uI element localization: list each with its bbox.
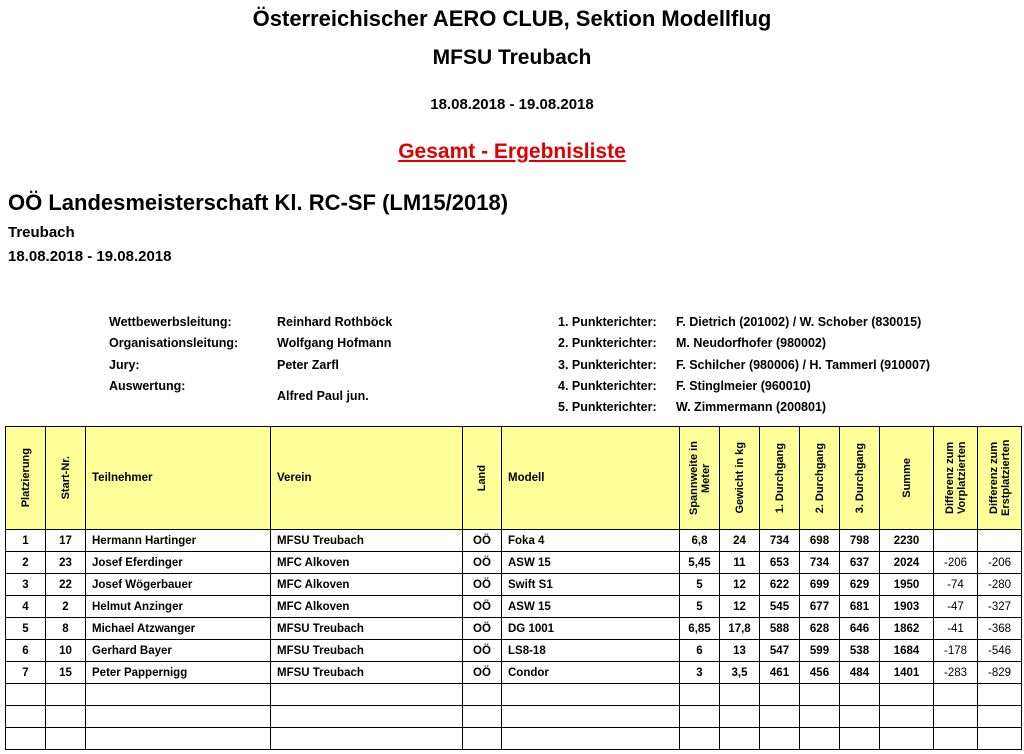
venue-title: MFSU Treubach [432,46,592,69]
cell-teilnehmer: Gerhard Bayer [86,640,271,662]
empty-cell [86,684,271,706]
cell-verein: MFSU Treubach [271,662,463,684]
empty-row [6,728,1022,750]
empty-cell [760,684,800,706]
empty-cell [6,728,46,750]
cell-platz: 7 [6,662,46,684]
empty-cell [760,728,800,750]
cell-durchgang-1: 461 [760,662,800,684]
judge-value: M. Neudorfhofer (980002) [676,336,827,350]
cell-spannweite: 3 [680,662,720,684]
empty-cell [934,728,978,750]
cell-diff-erst: -327 [978,596,1022,618]
table-row [6,618,1022,640]
col-header-modell: Modell [502,427,680,530]
col-header-differenz-erstplatzierten: Differenz zum Erstplatzierten [978,427,1022,530]
cell-durchgang-2: 699 [800,574,840,596]
cell-spannweite: 6,8 [680,530,720,552]
col-header-summe: Summe [880,427,934,530]
cell-modell: LS8-18 [502,640,680,662]
cell-modell: Condor [502,662,680,684]
empty-cell [6,706,46,728]
empty-cell [6,684,46,706]
cell-spannweite: 5 [680,574,720,596]
empty-cell [502,684,680,706]
cell-durchgang-3: 646 [840,618,880,640]
table-row [6,552,1022,574]
cell-teilnehmer: Hermann Hartinger [86,530,271,552]
header-date: 18.08.2018 - 19.08.2018 [430,96,594,113]
cell-durchgang-1: 547 [760,640,800,662]
cell-modell: ASW 15 [502,552,680,574]
table-row [6,574,1022,596]
official-label: Auswertung: [109,379,186,393]
cell-gewicht: 12 [720,596,760,618]
cell-teilnehmer: Peter Pappernigg [86,662,271,684]
empty-cell [934,706,978,728]
col-header-durchgang-1: 1. Durchgang [760,427,800,530]
cell-land: OÖ [463,640,502,662]
empty-cell [760,706,800,728]
cell-verein: MFSU Treubach [271,618,463,640]
cell-teilnehmer: Josef Wögerbauer [86,574,271,596]
cell-startnr: 10 [46,640,86,662]
cell-land: OÖ [463,618,502,640]
empty-cell [463,706,502,728]
col-header-gewicht: Gewicht in kg [720,427,760,530]
cell-summe: 1401 [880,662,934,684]
cell-startnr: 17 [46,530,86,552]
competition-date: 18.08.2018 - 19.08.2018 [8,248,172,265]
cell-summe: 2024 [880,552,934,574]
official-value: Reinhard Rothböck [277,315,393,329]
cell-durchgang-1: 588 [760,618,800,640]
cell-spannweite: 6 [680,640,720,662]
col-header-verein: Verein [271,427,463,530]
cell-durchgang-2: 677 [800,596,840,618]
col-header-teilnehmer: Teilnehmer [86,427,271,530]
cell-diff-vor [934,530,978,552]
cell-diff-vor: -47 [934,596,978,618]
official-value: Peter Zarfl [277,358,339,372]
cell-gewicht: 12 [720,574,760,596]
cell-modell: Swift S1 [502,574,680,596]
cell-diff-erst: -368 [978,618,1022,640]
cell-diff-erst: -546 [978,640,1022,662]
empty-cell [800,706,840,728]
col-header-durchgang-2: 2. Durchgang [800,427,840,530]
cell-diff-vor: -206 [934,552,978,574]
cell-teilnehmer: Helmut Anzinger [86,596,271,618]
cell-diff-erst: -829 [978,662,1022,684]
empty-cell [720,684,760,706]
cell-land: OÖ [463,662,502,684]
cell-platz: 6 [6,640,46,662]
cell-durchgang-3: 484 [840,662,880,684]
col-header-differenz-vorplatzierten: Differenz zum Vorplatzierten [934,427,978,530]
empty-cell [800,728,840,750]
judge-label: 4. Punkterichter: [558,379,657,393]
col-header-platzierung: Platzierung [6,427,46,530]
empty-cell [680,706,720,728]
cell-land: OÖ [463,530,502,552]
empty-cell [680,728,720,750]
cell-summe: 1950 [880,574,934,596]
col-header-land: Land [463,427,502,530]
results-table [5,426,1022,750]
cell-diff-vor: -74 [934,574,978,596]
cell-startnr: 8 [46,618,86,640]
cell-durchgang-1: 622 [760,574,800,596]
cell-verein: MFSU Treubach [271,530,463,552]
empty-cell [271,684,463,706]
cell-durchgang-3: 629 [840,574,880,596]
cell-durchgang-2: 734 [800,552,840,574]
empty-cell [86,706,271,728]
cell-verein: MFC Alkoven [271,596,463,618]
table-row [6,530,1022,552]
empty-cell [86,728,271,750]
empty-cell [46,684,86,706]
judge-label: 5. Punkterichter: [558,400,657,414]
empty-cell [934,684,978,706]
cell-summe: 2230 [880,530,934,552]
judge-value: F. Schilcher (980006) / H. Tammerl (910007) [676,358,931,372]
table-row [6,662,1022,684]
judge-label: 1. Punkterichter: [558,315,657,329]
official-label: Organisationsleitung: [109,336,239,350]
official-value: Alfred Paul jun. [277,389,369,403]
cell-durchgang-2: 628 [800,618,840,640]
cell-durchgang-3: 798 [840,530,880,552]
cell-startnr: 15 [46,662,86,684]
empty-cell [800,684,840,706]
cell-land: OÖ [463,596,502,618]
cell-durchgang-1: 545 [760,596,800,618]
official-label: Jury: [109,358,140,372]
cell-teilnehmer: Michael Atzwanger [86,618,271,640]
empty-cell [880,706,934,728]
cell-startnr: 22 [46,574,86,596]
col-header-durchgang-3: 3. Durchgang [840,427,880,530]
cell-gewicht: 3,5 [720,662,760,684]
cell-gewicht: 24 [720,530,760,552]
judge-value: W. Zimmermann (200801) [676,400,827,414]
cell-gewicht: 13 [720,640,760,662]
cell-spannweite: 5 [680,596,720,618]
empty-cell [271,728,463,750]
table-row [6,596,1022,618]
empty-cell [720,706,760,728]
cell-summe: 1684 [880,640,934,662]
empty-cell [271,706,463,728]
cell-durchgang-1: 734 [760,530,800,552]
cell-summe: 1903 [880,596,934,618]
cell-verein: MFC Alkoven [271,574,463,596]
empty-row [6,706,1022,728]
cell-teilnehmer: Josef Eferdinger [86,552,271,574]
cell-modell: Foka 4 [502,530,680,552]
cell-spannweite: 5,45 [680,552,720,574]
empty-cell [880,684,934,706]
cell-durchgang-3: 681 [840,596,880,618]
cell-verein: MFSU Treubach [271,640,463,662]
empty-cell [463,684,502,706]
cell-diff-vor: -283 [934,662,978,684]
judge-label: 3. Punkterichter: [558,358,657,372]
cell-platz: 5 [6,618,46,640]
empty-cell [502,706,680,728]
cell-land: OÖ [463,574,502,596]
col-header-start-nr: Start-Nr. [46,427,86,530]
cell-durchgang-1: 653 [760,552,800,574]
cell-startnr: 23 [46,552,86,574]
official-value: Wolfgang Hofmann [277,336,392,350]
cell-modell: ASW 15 [502,596,680,618]
cell-durchgang-2: 456 [800,662,840,684]
empty-cell [46,706,86,728]
empty-cell [840,728,880,750]
cell-gewicht: 11 [720,552,760,574]
cell-durchgang-3: 637 [840,552,880,574]
cell-platz: 1 [6,530,46,552]
cell-summe: 1862 [880,618,934,640]
club-title: Österreichischer AERO CLUB, Sektion Modellflug [252,6,772,31]
empty-cell [463,728,502,750]
cell-diff-vor: -178 [934,640,978,662]
table-row [6,640,1022,662]
empty-cell [840,684,880,706]
judge-value: F. Stinglmeier (960010) [676,379,811,393]
cell-durchgang-2: 698 [800,530,840,552]
empty-cell [680,684,720,706]
cell-gewicht: 17,8 [720,618,760,640]
competition-place: Treubach [8,224,75,241]
cell-platz: 2 [6,552,46,574]
list-title: Gesamt - Ergebnisliste [398,140,626,163]
empty-cell [840,706,880,728]
judge-value: F. Dietrich (201002) / W. Schober (830015) [676,315,922,329]
empty-cell [880,728,934,750]
empty-cell [720,728,760,750]
cell-durchgang-2: 599 [800,640,840,662]
empty-cell [978,706,1022,728]
col-header-spannweite: Spannweite in Meter [680,427,720,530]
judge-label: 2. Punkterichter: [558,336,657,350]
cell-diff-erst [978,530,1022,552]
official-label: Wettbewerbsleitung: [109,315,232,329]
empty-cell [502,728,680,750]
empty-cell [978,684,1022,706]
competition-title: OÖ Landesmeisterschaft Kl. RC-SF (LM15/2018) [8,190,509,215]
cell-land: OÖ [463,552,502,574]
cell-platz: 3 [6,574,46,596]
cell-diff-erst: -280 [978,574,1022,596]
cell-startnr: 2 [46,596,86,618]
cell-diff-vor: -41 [934,618,978,640]
cell-platz: 4 [6,596,46,618]
cell-diff-erst: -206 [978,552,1022,574]
empty-cell [46,728,86,750]
empty-row [6,684,1022,706]
cell-modell: DG 1001 [502,618,680,640]
cell-durchgang-3: 538 [840,640,880,662]
cell-verein: MFC Alkoven [271,552,463,574]
cell-spannweite: 6,85 [680,618,720,640]
table-header-row [6,427,1022,530]
empty-cell [978,728,1022,750]
